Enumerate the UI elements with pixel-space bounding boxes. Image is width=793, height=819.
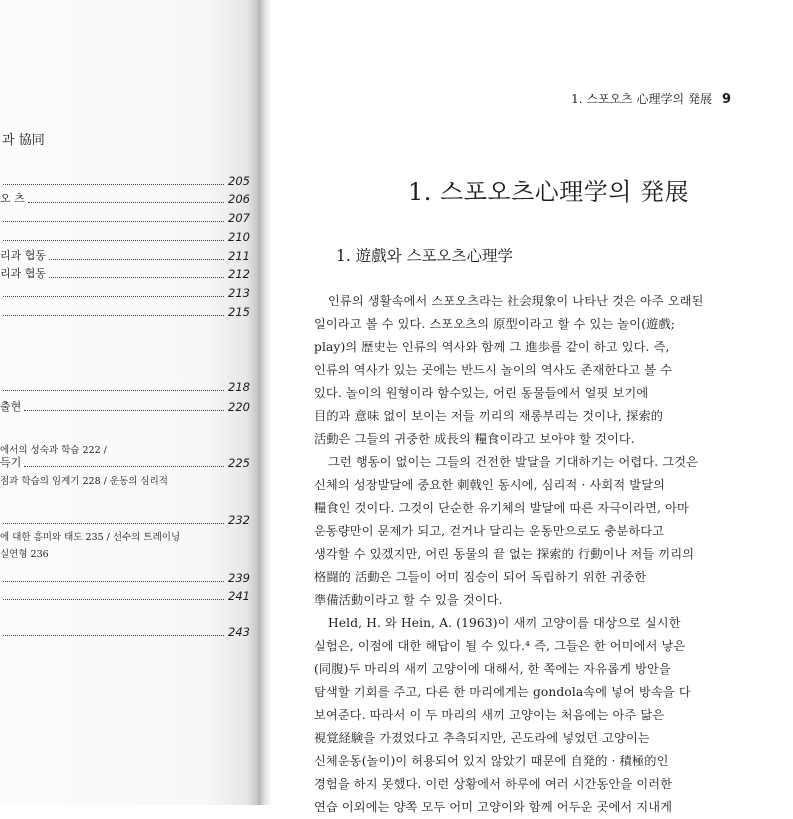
toc-entry — [0, 456, 250, 470]
book-gutter — [258, 0, 272, 805]
toc-leader-dots — [3, 513, 224, 524]
body-line: 糧食인 것이다. 그것이 단순한 유기체의 발달에 따른 자극이라면, 아마 — [314, 501, 689, 515]
body-line: 신체의 성장발달에 중요한 刺戟인 동시에, 심리적 · 사회적 발달의 — [314, 478, 666, 492]
toc-entry-text: 출현 — [0, 400, 22, 413]
toc-leader-dots — [3, 286, 224, 297]
toc-entry — [0, 211, 250, 225]
toc-leader-dots — [3, 625, 224, 636]
toc-entry — [0, 589, 250, 603]
toc-entry-text: 리과 협동 — [0, 249, 47, 262]
toc-page-number: 211 — [228, 249, 250, 263]
toc-entry — [0, 192, 250, 206]
toc-page-number: 232 — [228, 513, 250, 527]
toc-leader-dots — [3, 589, 224, 600]
toc-entry: 과 協同 — [2, 133, 45, 148]
body-line: (同腹)두 마리의 새끼 고양이에 대해서, 한 쪽에는 자유롭게 방안을 — [314, 662, 671, 676]
toc-entry — [0, 513, 250, 527]
toc-leader-dots — [3, 211, 224, 222]
toc-leader-dots — [3, 571, 224, 582]
toc-leader-dots — [3, 380, 224, 391]
toc-entry — [0, 174, 250, 188]
body-line: 인류의 역사가 있는 곳에는 반드시 놀이의 역사도 존재한다고 볼 수 — [314, 363, 673, 377]
toc-page-number: 225 — [228, 456, 250, 470]
toc-entry — [0, 625, 250, 639]
body-line: 活動은 그들의 귀중한 成長의 糧食이라고 보아야 할 것이다. — [314, 432, 635, 446]
body-line: 연습 이외에는 양쪽 모두 어미 고양이와 함께 어두운 곳에서 지내게 — [314, 800, 673, 814]
body-line: 準備活動이라고 할 수 있을 것이다. — [314, 593, 503, 607]
toc-entry-text: 득기 — [0, 456, 22, 469]
toc-entry-text: 오 츠 — [0, 192, 25, 205]
toc-leader-dots — [28, 192, 224, 203]
toc-entry — [0, 305, 250, 319]
toc-leader-dots — [3, 305, 224, 316]
toc-page-number: 239 — [228, 571, 250, 585]
section-title: 1. 遊戲와 스포오츠心理学 — [336, 247, 514, 265]
chapter-title: 1. 스포오츠心理学의 発展 — [408, 178, 690, 206]
toc-leader-dots — [24, 456, 224, 467]
toc-entry: 에 대한 흥미와 태도 235 / 선수의 트레이닝 — [0, 532, 181, 543]
running-head-title: 1. 스포오츠 心理学의 発展 — [571, 92, 712, 106]
toc-entry — [0, 571, 250, 585]
page-number: 9 — [721, 92, 731, 107]
body-line: 일이라고 볼 수 있다. 스포오츠의 原型이라고 할 수 있는 놀이(遊戲; — [314, 317, 676, 331]
toc-entry — [0, 249, 250, 263]
toc-entry — [0, 267, 250, 281]
toc-entry: 실연형 236 — [0, 549, 49, 560]
toc-entry — [0, 230, 250, 244]
toc-page-number: 210 — [228, 230, 250, 244]
body-line: 目的과 意味 없이 보이는 저들 끼리의 재롱부리는 것이나, 探索的 — [314, 409, 664, 423]
toc-page-number: 206 — [228, 192, 250, 206]
toc-page-number: 213 — [228, 286, 250, 300]
toc-entry-text: 리과 협동 — [0, 267, 47, 280]
body-line: 경험을 하지 못했다. 이런 상황에서 하루에 여러 시간동안을 이러한 — [314, 777, 673, 791]
body-line: 視覚経験을 가졌었다고 추측되지만, 곤도라에 넣었던 고양이는 — [314, 731, 650, 745]
body-line: 있다. 놀이의 원형이라 함수있는, 어린 동물들에서 얼핏 보기에 — [314, 386, 649, 400]
toc-entry — [0, 400, 250, 414]
right-page — [272, 0, 793, 814]
toc-leader-dots — [49, 267, 224, 278]
body-line: play)의 歴史는 인류의 역사와 함께 그 進歩를 같이 하고 있다. 즉, — [314, 340, 670, 354]
toc-leader-dots — [3, 230, 224, 241]
toc-page-number: 205 — [228, 174, 250, 188]
body-line: 보여준다. 따라서 이 두 마리의 새끼 고양이는 처음에는 아주 닮은 — [314, 708, 665, 722]
running-head — [571, 90, 731, 107]
body-line: 운동량만이 문제가 되고, 걷거나 달리는 운동만으로도 충분하다고 — [314, 524, 665, 538]
toc-entry: 에서의 성숙과 학습 222 / — [0, 445, 107, 456]
body-line: 格闘的 活動은 그들이 어미 짐승이 되어 독립하기 위한 귀중한 — [314, 570, 647, 584]
body-line: 실험은, 이점에 대한 해답이 될 수 있다.⁴ 즉, 그들은 한 어미에서 낳은 — [314, 639, 686, 653]
body-line: 그런 행동이 없이는 그들의 건전한 발달을 기대하기는 어렵다. 그것은 — [328, 455, 699, 469]
toc-page-number: 220 — [228, 400, 250, 414]
toc-page-number: 207 — [228, 211, 250, 225]
toc-entry — [0, 286, 250, 300]
toc-leader-dots — [24, 400, 224, 411]
toc-page-number: 218 — [228, 380, 250, 394]
toc-leader-dots — [49, 249, 224, 260]
body-line: 탐색할 기회를 주고, 다른 한 마리에게는 gondola속에 넣어 방속을 다 — [314, 685, 691, 699]
body-line: 인류의 생활속에서 스포오츠라는 社会現象이 나타난 것은 아주 오래된 — [328, 294, 704, 308]
toc-leader-dots — [3, 174, 224, 185]
toc-page-number: 212 — [228, 267, 250, 281]
body-line: 생각할 수 있겠지만, 어린 동물의 끝 없는 探索的 行動이나 저들 끼리의 — [314, 547, 695, 561]
toc-page-number: 241 — [228, 589, 250, 603]
toc-entry — [0, 380, 250, 394]
toc-entry: 점과 학습의 임계기 228 / 운동의 심리적 — [0, 476, 168, 487]
body-text — [314, 290, 738, 819]
toc-page-number: 215 — [228, 305, 250, 319]
left-page — [0, 0, 262, 805]
body-line: 신체운동(놀이)이 허용되어 있지 않았기 때문에 自発的 · 積極的인 — [314, 754, 669, 768]
toc-page-number: 243 — [228, 625, 250, 639]
body-line: Held, H. 와 Hein, A. (1963)이 새끼 고양이를 대상으로 실시한 — [328, 616, 681, 630]
